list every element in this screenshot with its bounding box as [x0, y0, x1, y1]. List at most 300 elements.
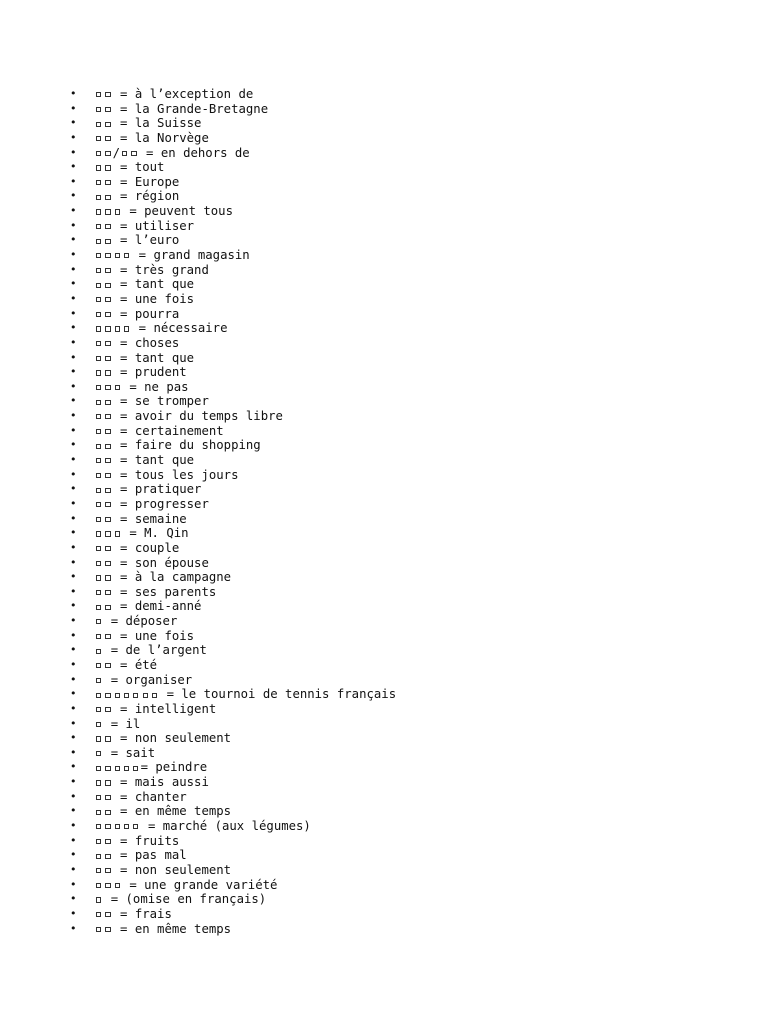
term-glyphs	[94, 380, 122, 394]
definition-text: = la Grande-Bretagne	[112, 101, 269, 116]
list-item	[70, 380, 396, 395]
missing-glyph-icon	[96, 619, 101, 624]
term-glyphs	[94, 526, 122, 540]
bullet-icon: •	[70, 526, 77, 540]
list-item	[70, 146, 396, 161]
list-item	[70, 878, 396, 893]
bullet-icon: •	[70, 555, 77, 569]
bullet-icon: •	[70, 789, 77, 803]
missing-glyph-icon	[105, 136, 110, 141]
missing-glyph-icon	[96, 839, 101, 844]
list-item	[70, 219, 396, 234]
missing-glyph-icon	[96, 165, 101, 170]
bullet-icon: •	[70, 892, 77, 906]
missing-glyph-icon	[105, 400, 110, 405]
list-item	[70, 394, 396, 409]
missing-glyph-icon	[105, 429, 110, 434]
term-glyphs	[94, 731, 113, 745]
list-item	[70, 248, 396, 263]
list-item	[70, 526, 396, 541]
list-item	[70, 702, 396, 717]
missing-glyph-icon	[96, 693, 101, 698]
term-glyphs	[94, 614, 103, 628]
missing-glyph-icon	[115, 824, 120, 829]
missing-glyph-icon	[105, 165, 110, 170]
missing-glyph-icon	[105, 195, 110, 200]
definition-text: = tant que	[112, 277, 195, 292]
term-glyphs	[94, 863, 113, 877]
list-item	[70, 233, 396, 248]
term-separator: /	[112, 145, 121, 160]
missing-glyph-icon	[105, 356, 110, 361]
missing-glyph-icon	[96, 400, 101, 405]
bullet-icon: •	[70, 218, 77, 232]
list-item	[70, 468, 396, 483]
term-glyphs	[94, 277, 113, 291]
bullet-icon: •	[70, 423, 77, 437]
definition-text: = Europe	[112, 174, 180, 189]
definition-text: = utiliser	[112, 218, 195, 233]
missing-glyph-icon	[115, 326, 120, 331]
term-glyphs	[94, 585, 113, 599]
term-glyphs	[94, 409, 113, 423]
bullet-icon: •	[70, 365, 77, 379]
list-item	[70, 292, 396, 307]
definition-text: = se tromper	[112, 394, 209, 409]
list-item	[70, 482, 396, 497]
definition-text: = l’euro	[112, 233, 180, 248]
missing-glyph-icon	[96, 122, 101, 127]
list-item	[70, 717, 396, 732]
definition-text: = sait	[103, 745, 156, 760]
definition-text: = intelligent	[112, 701, 217, 716]
term-glyphs	[94, 760, 141, 774]
missing-glyph-icon	[124, 693, 129, 698]
missing-glyph-icon	[96, 341, 101, 346]
term-glyphs	[94, 87, 113, 101]
bullet-icon: •	[70, 716, 77, 730]
definition-text: = pratiquer	[112, 482, 202, 497]
list-item	[70, 863, 396, 878]
missing-glyph-icon	[96, 180, 101, 185]
missing-glyph-icon	[96, 546, 101, 551]
missing-glyph-icon	[105, 854, 110, 859]
bullet-icon: •	[70, 848, 77, 862]
bullet-icon: •	[70, 204, 77, 218]
missing-glyph-icon	[105, 575, 110, 580]
missing-glyph-icon	[105, 590, 110, 595]
bullet-icon: •	[70, 116, 77, 130]
missing-glyph-icon	[115, 766, 120, 771]
missing-glyph-icon	[105, 253, 110, 258]
term-glyphs	[94, 116, 113, 130]
missing-glyph-icon	[96, 370, 101, 375]
term-glyphs	[94, 438, 113, 452]
list-item	[70, 658, 396, 673]
missing-glyph-icon	[105, 517, 110, 522]
list-item	[70, 175, 396, 190]
bullet-icon: •	[70, 833, 77, 847]
missing-glyph-icon	[105, 385, 110, 390]
bullet-icon: •	[70, 160, 77, 174]
definition-text: = en même temps	[112, 921, 232, 936]
missing-glyph-icon	[96, 253, 101, 258]
term-glyphs	[94, 263, 113, 277]
definition-text: = choses	[112, 335, 180, 350]
definition-text: = son épouse	[112, 555, 209, 570]
term-glyphs	[94, 482, 113, 496]
definition-text: = il	[103, 716, 141, 731]
definition-text: = M. Qin	[121, 526, 189, 541]
missing-glyph-icon	[96, 649, 101, 654]
term-glyphs	[94, 922, 113, 936]
bullet-icon: •	[70, 306, 77, 320]
missing-glyph-icon	[96, 810, 101, 815]
list-item	[70, 204, 396, 219]
list-item	[70, 614, 396, 629]
missing-glyph-icon	[96, 488, 101, 493]
term-glyphs	[94, 702, 113, 716]
definition-text: = marché (aux légumes)	[140, 819, 311, 834]
missing-glyph-icon	[105, 531, 110, 536]
list-item	[70, 307, 396, 322]
term-glyphs	[94, 819, 141, 833]
list-item	[70, 746, 396, 761]
definition-text: = ses parents	[112, 584, 217, 599]
missing-glyph-icon	[96, 356, 101, 361]
list-item	[70, 570, 396, 585]
list-item	[70, 512, 396, 527]
term-glyphs	[94, 131, 113, 145]
term-glyphs	[94, 468, 113, 482]
missing-glyph-icon	[96, 634, 101, 639]
bullet-icon: •	[70, 657, 77, 671]
missing-glyph-icon	[96, 605, 101, 610]
definition-text: = tout	[112, 160, 165, 175]
list-item	[70, 497, 396, 512]
definition-text: = tant que	[112, 453, 195, 468]
missing-glyph-icon	[105, 707, 110, 712]
missing-glyph-icon	[96, 590, 101, 595]
bullet-icon: •	[70, 584, 77, 598]
missing-glyph-icon	[105, 810, 110, 815]
definition-text: = chanter	[112, 789, 187, 804]
bullet-icon: •	[70, 174, 77, 188]
missing-glyph-icon	[96, 663, 101, 668]
missing-glyph-icon	[122, 151, 127, 156]
missing-glyph-icon	[96, 736, 101, 741]
missing-glyph-icon	[105, 868, 110, 873]
missing-glyph-icon	[96, 151, 101, 156]
bullet-icon: •	[70, 628, 77, 642]
list-item	[70, 160, 396, 175]
missing-glyph-icon	[96, 136, 101, 141]
missing-glyph-icon	[105, 693, 110, 698]
list-item	[70, 365, 396, 380]
missing-glyph-icon	[105, 341, 110, 346]
term-glyphs	[94, 658, 113, 672]
bullet-icon: •	[70, 87, 77, 100]
missing-glyph-icon	[105, 326, 110, 331]
term-glyphs	[94, 394, 113, 408]
definition-text: = le tournoi de tennis français	[159, 687, 397, 702]
missing-glyph-icon	[96, 561, 101, 566]
missing-glyph-icon	[96, 766, 101, 771]
list-item	[70, 775, 396, 790]
missing-glyph-icon	[105, 736, 110, 741]
definition-text: = la Norvège	[112, 130, 209, 145]
list-item	[70, 321, 396, 336]
missing-glyph-icon	[96, 868, 101, 873]
list-item	[70, 409, 396, 424]
missing-glyph-icon	[96, 824, 101, 829]
missing-glyph-icon	[96, 531, 101, 536]
term-glyphs	[94, 233, 113, 247]
bullet-icon: •	[70, 321, 77, 335]
bullet-icon: •	[70, 379, 77, 393]
definition-text: = ne pas	[121, 379, 189, 394]
list-item	[70, 87, 396, 102]
term-glyphs	[94, 219, 113, 233]
bullet-icon: •	[70, 233, 77, 247]
bullet-icon: •	[70, 482, 77, 496]
missing-glyph-icon	[143, 693, 148, 698]
list-item	[70, 438, 396, 453]
bullet-icon: •	[70, 350, 77, 364]
missing-glyph-icon	[96, 927, 101, 932]
list-item	[70, 848, 396, 863]
term-glyphs	[94, 673, 103, 687]
missing-glyph-icon	[96, 795, 101, 800]
term-glyphs	[94, 599, 113, 613]
missing-glyph-icon	[105, 824, 110, 829]
missing-glyph-icon	[96, 502, 101, 507]
missing-glyph-icon	[96, 458, 101, 463]
definition-text: = frais	[112, 906, 172, 921]
missing-glyph-icon	[96, 107, 101, 112]
term-glyphs	[94, 102, 113, 116]
missing-glyph-icon	[105, 927, 110, 932]
missing-glyph-icon	[96, 444, 101, 449]
definition-text: = nécessaire	[131, 321, 228, 336]
definition-text: = non seulement	[112, 731, 232, 746]
missing-glyph-icon	[105, 92, 110, 97]
list-item	[70, 556, 396, 571]
missing-glyph-icon	[105, 458, 110, 463]
missing-glyph-icon	[105, 780, 110, 785]
missing-glyph-icon	[105, 151, 110, 156]
list-item	[70, 907, 396, 922]
list-item	[70, 189, 396, 204]
missing-glyph-icon	[96, 283, 101, 288]
bullet-icon: •	[70, 335, 77, 349]
missing-glyph-icon	[105, 122, 110, 127]
missing-glyph-icon	[96, 195, 101, 200]
term-glyphs	[94, 804, 113, 818]
list-item	[70, 834, 396, 849]
definition-text: = déposer	[103, 614, 178, 629]
term-glyphs	[94, 687, 159, 701]
term-glyphs	[94, 790, 113, 804]
missing-glyph-icon	[105, 224, 110, 229]
definition-text: = très grand	[112, 262, 209, 277]
missing-glyph-icon	[96, 224, 101, 229]
missing-glyph-icon	[124, 824, 129, 829]
definition-text: = avoir du temps libre	[112, 409, 283, 424]
list-item	[70, 731, 396, 746]
definition-text: = (omise en français)	[103, 892, 267, 907]
missing-glyph-icon	[96, 722, 101, 727]
term-glyphs	[94, 365, 113, 379]
bullet-icon: •	[70, 570, 77, 584]
bullet-icon: •	[70, 130, 77, 144]
term-glyphs	[94, 541, 113, 555]
missing-glyph-icon	[96, 239, 101, 244]
term-glyphs	[94, 351, 113, 365]
definition-text: = mais aussi	[112, 775, 209, 790]
missing-glyph-icon	[96, 429, 101, 434]
list-item	[70, 673, 396, 688]
missing-glyph-icon	[115, 531, 120, 536]
list-item	[70, 892, 396, 907]
list-item	[70, 336, 396, 351]
definition-text: = tous les jours	[112, 467, 239, 482]
missing-glyph-icon	[105, 370, 110, 375]
missing-glyph-icon	[96, 707, 101, 712]
missing-glyph-icon	[96, 517, 101, 522]
term-glyphs	[94, 907, 113, 921]
missing-glyph-icon	[133, 766, 138, 771]
bullet-icon: •	[70, 409, 77, 423]
missing-glyph-icon	[105, 634, 110, 639]
missing-glyph-icon	[105, 239, 110, 244]
bullet-icon: •	[70, 277, 77, 291]
term-glyphs	[94, 453, 113, 467]
definition-text: = progresser	[112, 496, 209, 511]
list-item	[70, 263, 396, 278]
missing-glyph-icon	[105, 839, 110, 844]
term-glyphs	[94, 629, 113, 643]
list-item	[70, 102, 396, 117]
definition-text: = peuvent tous	[121, 204, 233, 219]
list-item	[70, 804, 396, 819]
missing-glyph-icon	[105, 912, 110, 917]
term-glyphs	[94, 834, 113, 848]
bullet-icon: •	[70, 511, 77, 525]
term-glyphs	[94, 248, 131, 262]
missing-glyph-icon	[105, 488, 110, 493]
missing-glyph-icon	[152, 693, 157, 698]
missing-glyph-icon	[105, 268, 110, 273]
missing-glyph-icon	[115, 693, 120, 698]
missing-glyph-icon	[96, 473, 101, 478]
bullet-icon: •	[70, 760, 77, 774]
definition-text: = prudent	[112, 365, 187, 380]
bullet-icon: •	[70, 672, 77, 686]
term-glyphs	[94, 321, 131, 335]
bullet-icon: •	[70, 804, 77, 818]
list-item	[70, 541, 396, 556]
list-item	[70, 760, 396, 775]
missing-glyph-icon	[115, 253, 120, 258]
term-glyphs	[94, 643, 103, 657]
definition-text: = la Suisse	[112, 116, 202, 131]
term-glyphs	[94, 775, 113, 789]
bullet-icon: •	[70, 701, 77, 715]
missing-glyph-icon	[96, 912, 101, 917]
definition-text: = certainement	[112, 423, 224, 438]
bullet-icon: •	[70, 496, 77, 510]
missing-glyph-icon	[105, 209, 110, 214]
term-glyphs	[94, 424, 113, 438]
missing-glyph-icon	[96, 897, 101, 902]
missing-glyph-icon	[96, 209, 101, 214]
missing-glyph-icon	[105, 107, 110, 112]
definition-text: = à l’exception de	[112, 87, 254, 101]
missing-glyph-icon	[115, 883, 120, 888]
bullet-icon: •	[70, 614, 77, 628]
term-glyphs	[94, 189, 113, 203]
list-item	[70, 116, 396, 131]
missing-glyph-icon	[105, 795, 110, 800]
definition-text: = non seulement	[112, 862, 232, 877]
definition-text: = pas mal	[112, 848, 187, 863]
bullet-icon: •	[70, 248, 77, 262]
missing-glyph-icon	[105, 883, 110, 888]
term-glyphs	[94, 146, 139, 160]
bullet-icon: •	[70, 775, 77, 789]
definition-text: = fruits	[112, 833, 180, 848]
list-item	[70, 424, 396, 439]
term-glyphs	[94, 878, 122, 892]
bullet-icon: •	[70, 877, 77, 891]
bullet-icon: •	[70, 394, 77, 408]
term-glyphs	[94, 204, 122, 218]
bullet-icon: •	[70, 453, 77, 467]
missing-glyph-icon	[105, 502, 110, 507]
missing-glyph-icon	[124, 326, 129, 331]
term-glyphs	[94, 292, 113, 306]
missing-glyph-icon	[96, 312, 101, 317]
list-item	[70, 687, 396, 702]
vocabulary-list	[70, 87, 396, 936]
missing-glyph-icon	[105, 663, 110, 668]
list-item	[70, 643, 396, 658]
definition-text: = faire du shopping	[112, 438, 261, 453]
list-item	[70, 629, 396, 644]
bullet-icon: •	[70, 819, 77, 833]
missing-glyph-icon	[105, 180, 110, 185]
missing-glyph-icon	[96, 414, 101, 419]
term-glyphs	[94, 160, 113, 174]
term-glyphs	[94, 512, 113, 526]
definition-text: = grand magasin	[131, 248, 250, 263]
missing-glyph-icon	[96, 268, 101, 273]
definition-text: = une fois	[112, 291, 195, 306]
missing-glyph-icon	[96, 854, 101, 859]
bullet-icon: •	[70, 862, 77, 876]
term-glyphs	[94, 717, 103, 731]
bullet-icon: •	[70, 291, 77, 305]
bullet-icon: •	[70, 643, 77, 657]
missing-glyph-icon	[96, 297, 101, 302]
bullet-icon: •	[70, 101, 77, 115]
missing-glyph-icon	[105, 546, 110, 551]
bullet-icon: •	[70, 745, 77, 759]
definition-text: = de l’argent	[103, 643, 207, 658]
list-item	[70, 819, 396, 834]
definition-text: = en dehors de	[138, 145, 250, 160]
